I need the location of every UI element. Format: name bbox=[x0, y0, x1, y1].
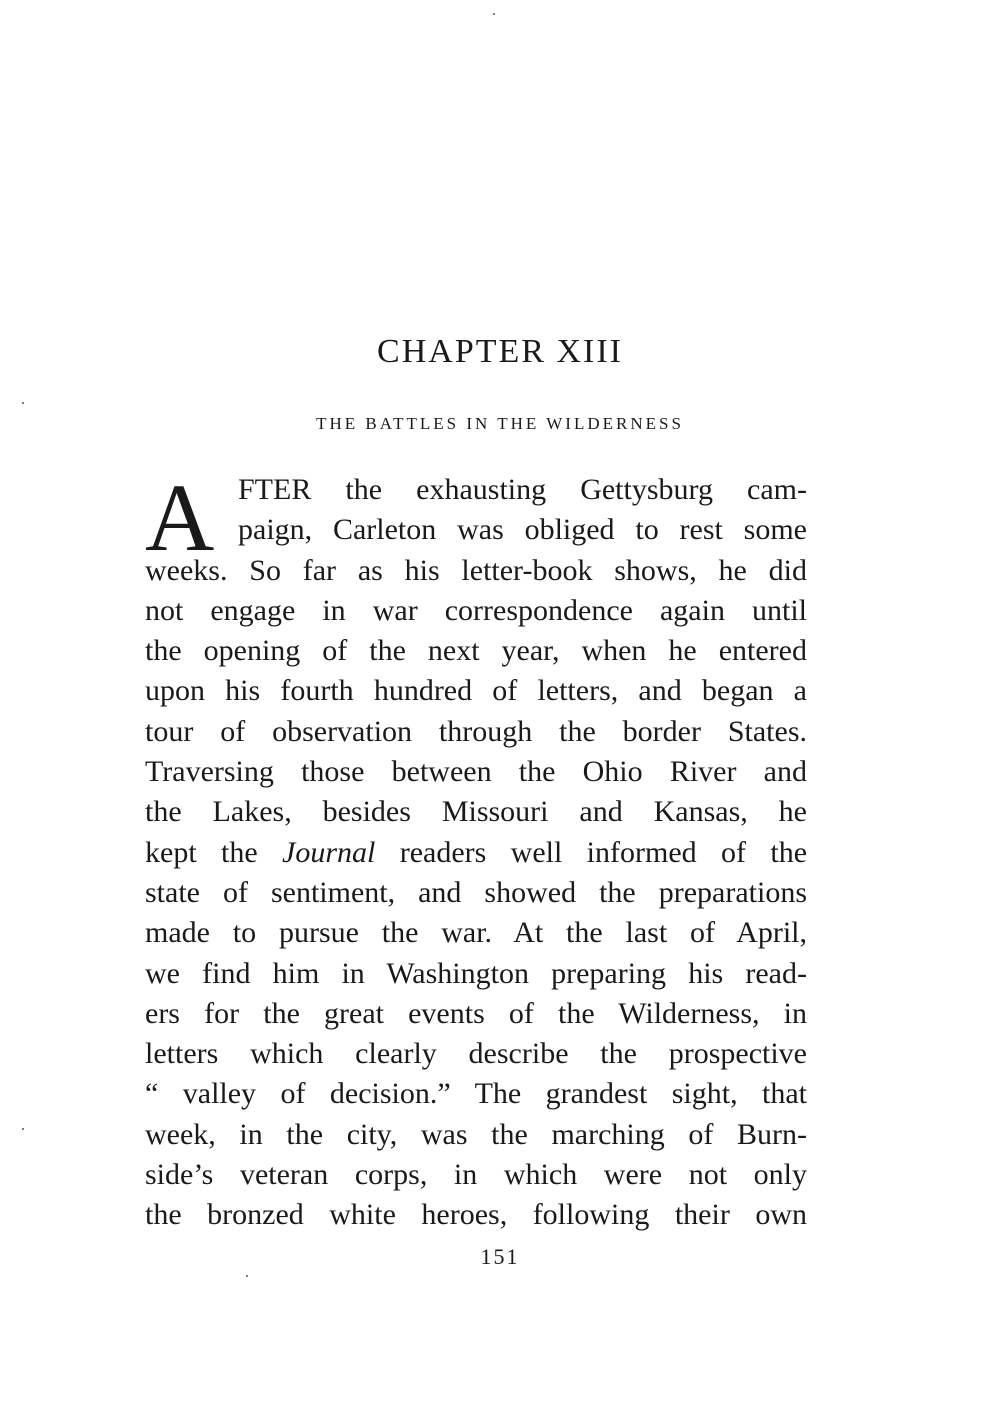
page-number: 151 bbox=[480, 1244, 520, 1269]
body-line: state of sentiment, and showed the preparations bbox=[145, 875, 807, 909]
body-line: ers for the great events of the Wilderness, in bbox=[145, 996, 807, 1030]
chapter-title: CHAPTER XIII bbox=[377, 333, 623, 370]
body-line-part: kept the bbox=[145, 835, 258, 869]
body-line: “ valley of decision.” The grandest sight, that bbox=[145, 1077, 807, 1111]
body-line: made to pursue the war. At the last of April, bbox=[145, 916, 807, 950]
body-line: we find him in Washington preparing his read- bbox=[145, 956, 807, 990]
body-line: the Lakes, besides Missouri and Kansas, he bbox=[145, 795, 807, 829]
body-line-with-italic bbox=[145, 833, 807, 873]
chapter-body bbox=[145, 464, 808, 1236]
margin-speck-bottom bbox=[246, 1275, 248, 1277]
body-line: week, in the city, was the marching of Burn- bbox=[145, 1117, 807, 1151]
journal-title: Journal bbox=[282, 835, 376, 869]
body-line: letters which clearly describe the prospective bbox=[145, 1037, 807, 1071]
body-line: paign, Carleton was obliged to rest some bbox=[238, 513, 807, 547]
body-line: the bronzed white heroes, following their own bbox=[145, 1198, 807, 1232]
margin-speck-top bbox=[493, 13, 495, 15]
body-line: the opening of the next year, when he entered bbox=[145, 634, 807, 668]
body-line: upon his fourth hundred of letters, and began a bbox=[145, 674, 807, 708]
body-line: tour of observation through the border States. bbox=[145, 714, 807, 748]
body-line: not engage in war correspondence again until bbox=[145, 593, 807, 627]
body-line: weeks. So far as his letter-book shows, he did bbox=[145, 553, 807, 587]
margin-speck-left-1 bbox=[22, 402, 24, 404]
body-line-part: readers well informed of the bbox=[399, 835, 808, 869]
body-line: FTER the exhausting Gettysburg cam- bbox=[238, 473, 807, 506]
chapter-subtitle: THE BATTLES IN THE WILDERNESS bbox=[316, 414, 684, 433]
margin-speck-left-2 bbox=[22, 1128, 24, 1130]
body-line: side’s veteran corps, in which were not only bbox=[145, 1158, 807, 1192]
body-line: Traversing those between the Ohio River and bbox=[145, 755, 807, 789]
drop-cap: A bbox=[145, 464, 215, 571]
